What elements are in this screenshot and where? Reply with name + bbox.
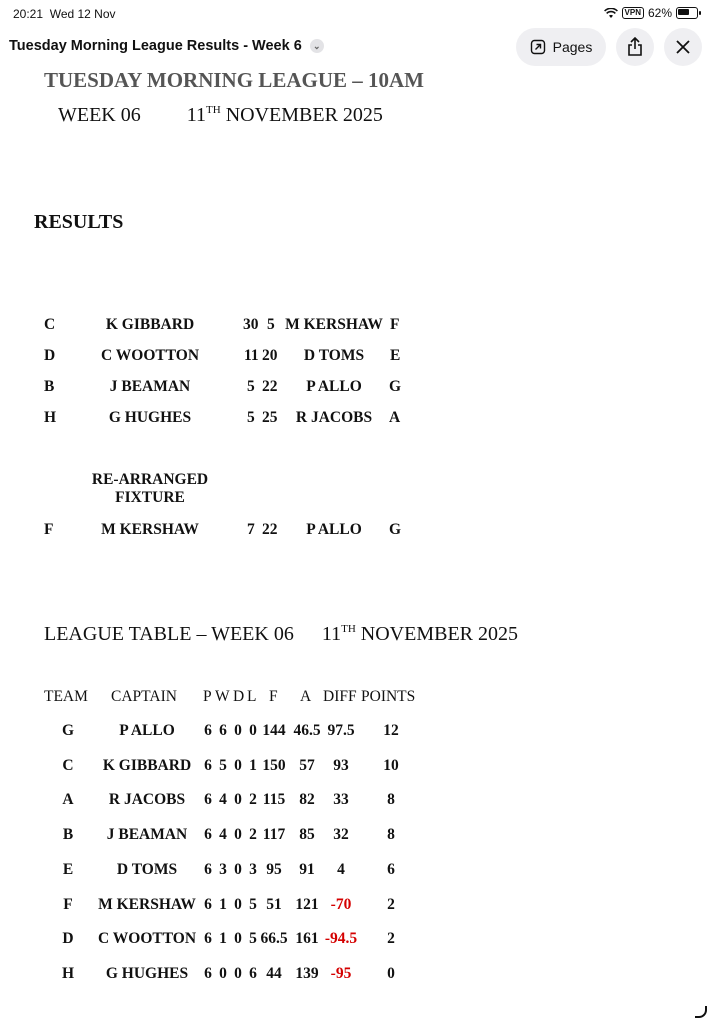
cell-a: 161 <box>295 930 319 948</box>
cell-d: 0 <box>234 860 242 878</box>
cell-w: 5 <box>219 756 227 774</box>
close-button[interactable] <box>664 28 702 66</box>
col-a: A <box>300 688 312 705</box>
away-team: F <box>390 316 400 333</box>
cell-captain: C WOOTTON <box>97 930 197 948</box>
cell-diff: 97.5 <box>327 722 355 739</box>
cell-team: C <box>62 756 74 774</box>
cell-p: 6 <box>204 722 212 739</box>
away-score: 5 <box>267 316 275 333</box>
cell-l: 1 <box>249 756 257 774</box>
cell-a: 91 <box>299 860 315 878</box>
cell-diff: -94.5 <box>324 930 358 948</box>
col-team: TEAM <box>44 688 88 705</box>
cell-diff: -95 <box>330 964 352 982</box>
cell-p: 6 <box>204 791 212 809</box>
wifi-icon <box>604 8 618 19</box>
week-heading <box>58 104 383 127</box>
cell-f: 115 <box>262 791 286 809</box>
cell-points: 8 <box>387 826 395 844</box>
away-team: A <box>389 409 401 426</box>
cell-team: H <box>61 964 75 982</box>
col-p: P <box>203 688 212 705</box>
cell-w: 4 <box>219 791 227 809</box>
cell-captain: P ALLO <box>119 722 175 739</box>
col-captain: CAPTAIN <box>111 688 177 705</box>
cell-points: 2 <box>387 895 395 913</box>
cell-a: 139 <box>295 964 319 982</box>
col-d: D <box>233 688 245 705</box>
cell-f: 144 <box>262 722 286 739</box>
cell-d: 0 <box>234 722 242 739</box>
cell-l: 0 <box>249 722 257 739</box>
away-score: 20 <box>262 347 278 364</box>
document-title-text: Tuesday Morning League Results - Week 6 <box>9 38 302 54</box>
chevron-down-icon[interactable]: ⌄ <box>310 39 324 53</box>
home-team: H <box>44 409 57 426</box>
home-captain: J BEAMAN <box>109 378 191 395</box>
cell-w: 3 <box>219 860 227 878</box>
cell-captain: K GIBBARD <box>102 756 192 774</box>
rearranged-label <box>92 471 208 507</box>
cell-w: 4 <box>219 826 227 844</box>
home-team: D <box>44 347 56 364</box>
away-captain: R JACOBS <box>295 409 373 426</box>
col-f: F <box>269 688 278 705</box>
cell-p: 6 <box>204 895 212 913</box>
away-team: G <box>389 378 402 395</box>
away-captain: P ALLO <box>306 378 362 395</box>
league-heading: TUESDAY MORNING LEAGUE – 10AM <box>44 68 424 92</box>
cell-diff: -70 <box>330 895 352 913</box>
home-score: 11 <box>244 347 259 364</box>
home-score: 5 <box>247 409 255 426</box>
status-indicators <box>604 6 698 20</box>
cell-captain: R JACOBS <box>108 791 186 809</box>
col-w: W <box>215 688 230 705</box>
cell-captain: G HUGHES <box>105 964 189 982</box>
pages-button[interactable] <box>516 28 606 66</box>
cell-f: 51 <box>266 895 282 913</box>
cell-w: 0 <box>219 964 227 982</box>
cell-l: 3 <box>249 860 257 878</box>
date-day: 11 <box>186 104 207 126</box>
col-l: L <box>247 688 257 705</box>
cell-points: 0 <box>387 964 395 982</box>
vpn-badge: VPN <box>622 7 644 19</box>
cell-p: 6 <box>204 964 212 982</box>
cell-team: B <box>62 826 74 844</box>
cell-diff: 33 <box>333 791 349 809</box>
cell-a: 85 <box>299 826 315 844</box>
cell-a: 121 <box>295 895 319 913</box>
cell-points: 8 <box>387 791 395 809</box>
cell-p: 6 <box>204 826 212 844</box>
status-time: 20:21 Wed 12 Nov <box>13 7 116 21</box>
loading-spinner-icon <box>695 1006 707 1018</box>
cell-f: 150 <box>262 756 286 774</box>
col-diff: DIFF <box>323 688 357 705</box>
home-team: F <box>44 521 54 538</box>
home-captain: K GIBBARD <box>105 316 195 333</box>
date-day: 11 <box>321 623 342 645</box>
cell-l: 6 <box>249 964 257 982</box>
cell-team: D <box>62 930 74 948</box>
cell-p: 6 <box>204 860 212 878</box>
rearranged-label-line2: FIXTURE <box>115 489 185 506</box>
col-points: POINTS <box>361 688 416 705</box>
cell-w: 1 <box>219 930 227 948</box>
cell-diff: 93 <box>333 756 349 774</box>
home-team: B <box>44 378 55 395</box>
cell-points: 6 <box>387 860 395 878</box>
cell-w: 6 <box>219 722 227 739</box>
away-score: 22 <box>262 521 278 538</box>
cell-p: 6 <box>204 930 212 948</box>
cell-diff: 4 <box>337 860 345 878</box>
cell-a: 46.5 <box>293 722 321 739</box>
cell-l: 2 <box>249 826 257 844</box>
cell-d: 0 <box>234 791 242 809</box>
cell-f: 66.5 <box>260 930 288 948</box>
cell-d: 0 <box>234 930 242 948</box>
cell-team: F <box>63 895 73 913</box>
cell-l: 5 <box>249 930 257 948</box>
cell-f: 44 <box>266 964 282 982</box>
away-team: E <box>390 347 401 364</box>
document-title[interactable] <box>9 38 324 54</box>
cell-points: 12 <box>383 722 399 739</box>
away-team: G <box>389 521 402 538</box>
date-suffix: TH <box>341 623 356 635</box>
away-captain: P ALLO <box>306 521 362 538</box>
cell-a: 57 <box>299 756 315 774</box>
away-captain: D TOMS <box>303 347 365 364</box>
cell-captain: D TOMS <box>116 860 178 878</box>
status-bar <box>0 0 712 28</box>
cell-a: 82 <box>299 791 315 809</box>
cell-d: 0 <box>234 964 242 982</box>
cell-diff: 32 <box>333 826 349 844</box>
cell-team: A <box>62 791 74 809</box>
cell-captain: J BEAMAN <box>106 826 188 844</box>
cell-l: 5 <box>249 895 257 913</box>
cell-p: 6 <box>204 756 212 774</box>
date-month-year: NOVEMBER 2025 <box>360 623 519 645</box>
cell-points: 10 <box>383 756 399 774</box>
date-month-year: NOVEMBER 2025 <box>225 104 383 126</box>
home-captain: G HUGHES <box>108 409 192 426</box>
away-score: 25 <box>262 409 278 426</box>
cell-w: 1 <box>219 895 227 913</box>
battery-percent: 62% <box>647 6 672 20</box>
date-suffix: TH <box>206 104 221 116</box>
league-table-title <box>44 623 518 646</box>
cell-d: 0 <box>234 756 242 774</box>
share-icon <box>626 37 644 57</box>
league-table-title-text: LEAGUE TABLE – WEEK 06 <box>44 623 294 645</box>
home-captain: C WOOTTON <box>100 347 200 364</box>
home-team: C <box>44 316 56 333</box>
close-icon <box>675 39 691 55</box>
open-external-icon <box>530 39 546 55</box>
cell-f: 95 <box>266 860 282 878</box>
cell-team: G <box>61 722 75 739</box>
cell-captain: M KERSHAW <box>98 895 196 913</box>
cell-l: 2 <box>249 791 257 809</box>
home-score: 5 <box>247 378 255 395</box>
pages-label: Pages <box>552 39 593 55</box>
results-title: RESULTS <box>34 211 124 233</box>
home-score: 7 <box>247 521 255 538</box>
cell-team: E <box>62 860 74 878</box>
away-captain: M KERSHAW <box>285 316 383 333</box>
home-score: 30 <box>243 316 259 333</box>
week-label: WEEK 06 <box>58 104 141 126</box>
cell-d: 0 <box>234 895 242 913</box>
rearranged-label-line1: RE-ARRANGED <box>91 471 209 488</box>
cell-d: 0 <box>234 826 242 844</box>
share-button[interactable] <box>616 28 654 66</box>
cell-f: 117 <box>262 826 286 844</box>
home-captain: M KERSHAW <box>101 521 199 538</box>
cell-points: 2 <box>387 930 395 948</box>
away-score: 22 <box>262 378 278 395</box>
battery-icon <box>676 7 698 19</box>
